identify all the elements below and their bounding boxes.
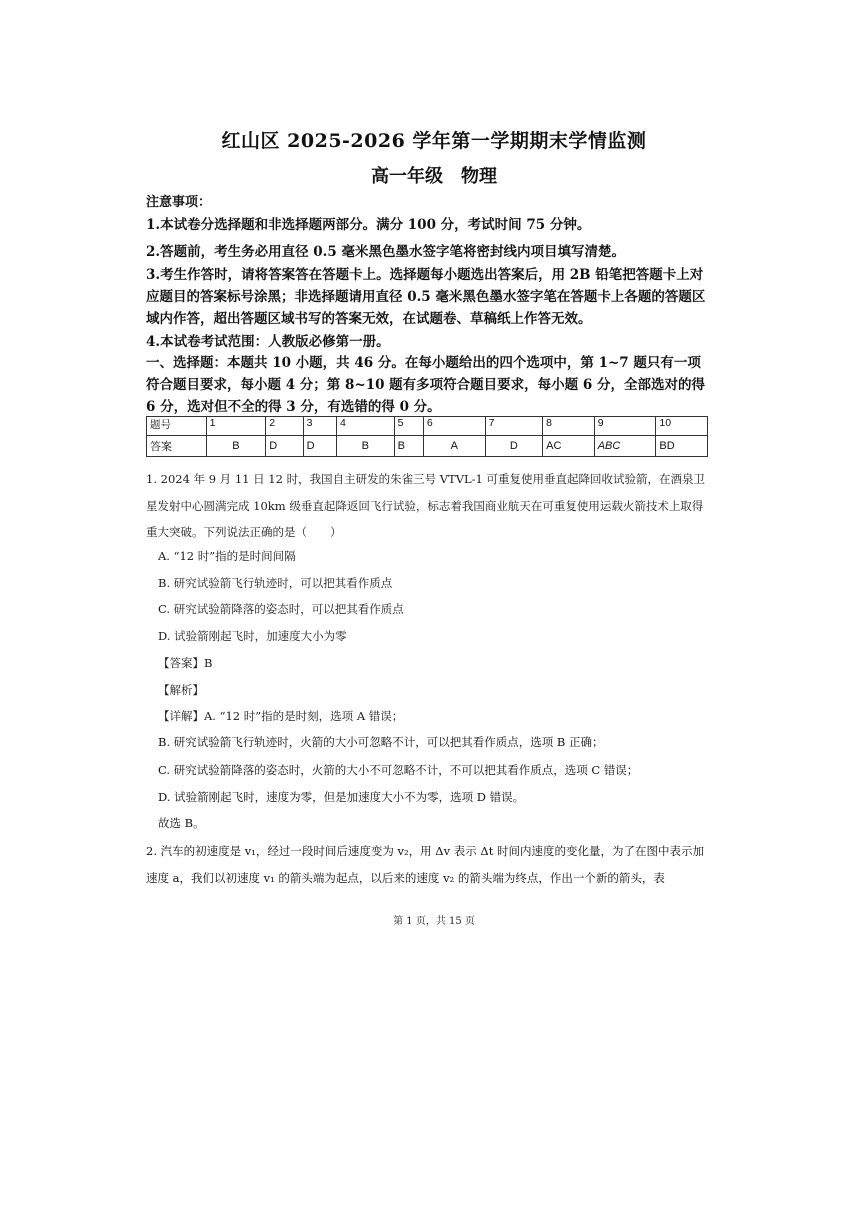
number-cell: 8 bbox=[543, 417, 595, 436]
question-1-explain-c: C. 研究试验箭降落的姿态时，火箭的大小不可忽略不计，不可以把其看作质点，选项 C 错误； bbox=[158, 763, 639, 777]
number-cell: 5 bbox=[394, 417, 423, 436]
number-cell: 3 bbox=[303, 417, 336, 436]
notice-item-1: 1.本试卷分选择题和非选择题两部分。满分 100 分，考试时间 75 分钟。 bbox=[146, 217, 591, 233]
question-1-option-a: A. “12 时”指的是时间间隔 bbox=[158, 549, 296, 563]
section-instructions: 一、选择题：本题共 10 小题，共 46 分。在每小题给出的四个选项中，第 1~7 题只有一项符合题目要求，每小题 4 分；第 8~10 题有多项符合题目要求，每小题 6 分，全部选对的得 6 分，选对但不全的得 3 分，有选错的得 0 分。 bbox=[146, 355, 705, 415]
notice-item-2: 2.答题前，考生务必用直径 0.5 毫米黑色墨水签字笔将密封线内项目填写清楚。 bbox=[146, 244, 625, 260]
number-cell: 7 bbox=[485, 417, 543, 436]
number-cell: 1 bbox=[206, 417, 266, 436]
answer-cell: BD bbox=[656, 436, 708, 457]
answer-table bbox=[146, 416, 708, 457]
answer-cell: B bbox=[394, 436, 423, 457]
exam-subtitle: 高一年级 物理 bbox=[371, 166, 497, 187]
question-2-stem: 2. 汽车的初速度是 v₁，经过一段时间后速度变为 v₂，用 Δv 表示 Δt 时间内速度的变化量，为了在图中表示加速度 a，我们以初速度 v₁ 的箭头端为起点，以后来的速度 v₂ 的箭头端为终点，作出一个新的箭头，表 bbox=[146, 844, 704, 885]
question-1-conclusion: 故选 B。 bbox=[158, 816, 205, 830]
question-1-explain-d: D. 试验箭刚起飞时，速度为零，但是加速度大小不为零，选项 D 错误。 bbox=[158, 790, 525, 804]
answer-table-answer-row bbox=[147, 436, 708, 457]
notice-item-4: 4.本试卷考试范围：人教版必修第一册。 bbox=[146, 334, 390, 350]
question-1-analysis-label: 【解析】 bbox=[158, 683, 204, 697]
question-1-option-b: B. 研究试验箭飞行轨迹时，可以把其看作质点 bbox=[158, 576, 393, 590]
question-1-option-d: D. 试验箭刚起飞时，加速度大小为零 bbox=[158, 629, 347, 643]
notice-item-3: 3.考生作答时，请将答案答在答题卡上。选择题每小题选出答案后，用 2B 铅笔把答题卡上对应题目的答案标号涂黑；非选择题请用直径 0.5 毫米黑色墨水签字笔在答题卡上各题的答题区域内作答，超出答题区域书写的答案无效，在试题卷、草稿纸上作答无效。 bbox=[146, 267, 706, 327]
exam-title: 红山区 2025-2026 学年第一学期期末学情监测 bbox=[221, 130, 647, 152]
answer-cell: D bbox=[266, 436, 303, 457]
number-cell: 9 bbox=[594, 417, 656, 436]
number-cell: 10 bbox=[656, 417, 708, 436]
question-1-option-c: C. 研究试验箭降落的姿态时，可以把其看作质点 bbox=[158, 602, 404, 616]
number-row-label: 题号 bbox=[147, 417, 207, 436]
number-cell: 2 bbox=[266, 417, 303, 436]
page-footer: 第 1 页，共 15 页 bbox=[393, 916, 475, 927]
answer-cell: AC bbox=[543, 436, 595, 457]
answer-cell: B bbox=[336, 436, 394, 457]
answer-cell: A bbox=[423, 436, 485, 457]
answer-cell: D bbox=[485, 436, 543, 457]
answer-cell: B bbox=[206, 436, 266, 457]
number-cell: 4 bbox=[336, 417, 394, 436]
number-cell: 6 bbox=[423, 417, 485, 436]
question-1-answer: 【答案】B bbox=[158, 656, 213, 670]
notice-heading: 注意事项： bbox=[146, 195, 212, 210]
answer-row-label: 答案 bbox=[147, 436, 207, 457]
answer-cell: ABC bbox=[594, 436, 656, 457]
question-1-explain-b: B. 研究试验箭飞行轨迹时，火箭的大小可忽略不计，可以把其看作质点，选项 B 正确； bbox=[158, 735, 604, 749]
question-1-stem: 1. 2024 年 9 月 11 日 12 时，我国自主研发的朱雀三号 VTVL-1 可重复使用垂直起降回收试验箭，在酒泉卫星发射中心圆满完成 10km 级垂直起降返回飞行试验，标志着我国商业航天在可重复使用运载火箭技术上取得重大突破。下列说法正确的是（ ） bbox=[146, 472, 705, 539]
answer-table-number-row bbox=[147, 417, 708, 436]
answer-cell: D bbox=[303, 436, 336, 457]
question-1-explain-a: 【详解】A. “12 时”指的是时刻，选项 A 错误； bbox=[158, 709, 404, 723]
